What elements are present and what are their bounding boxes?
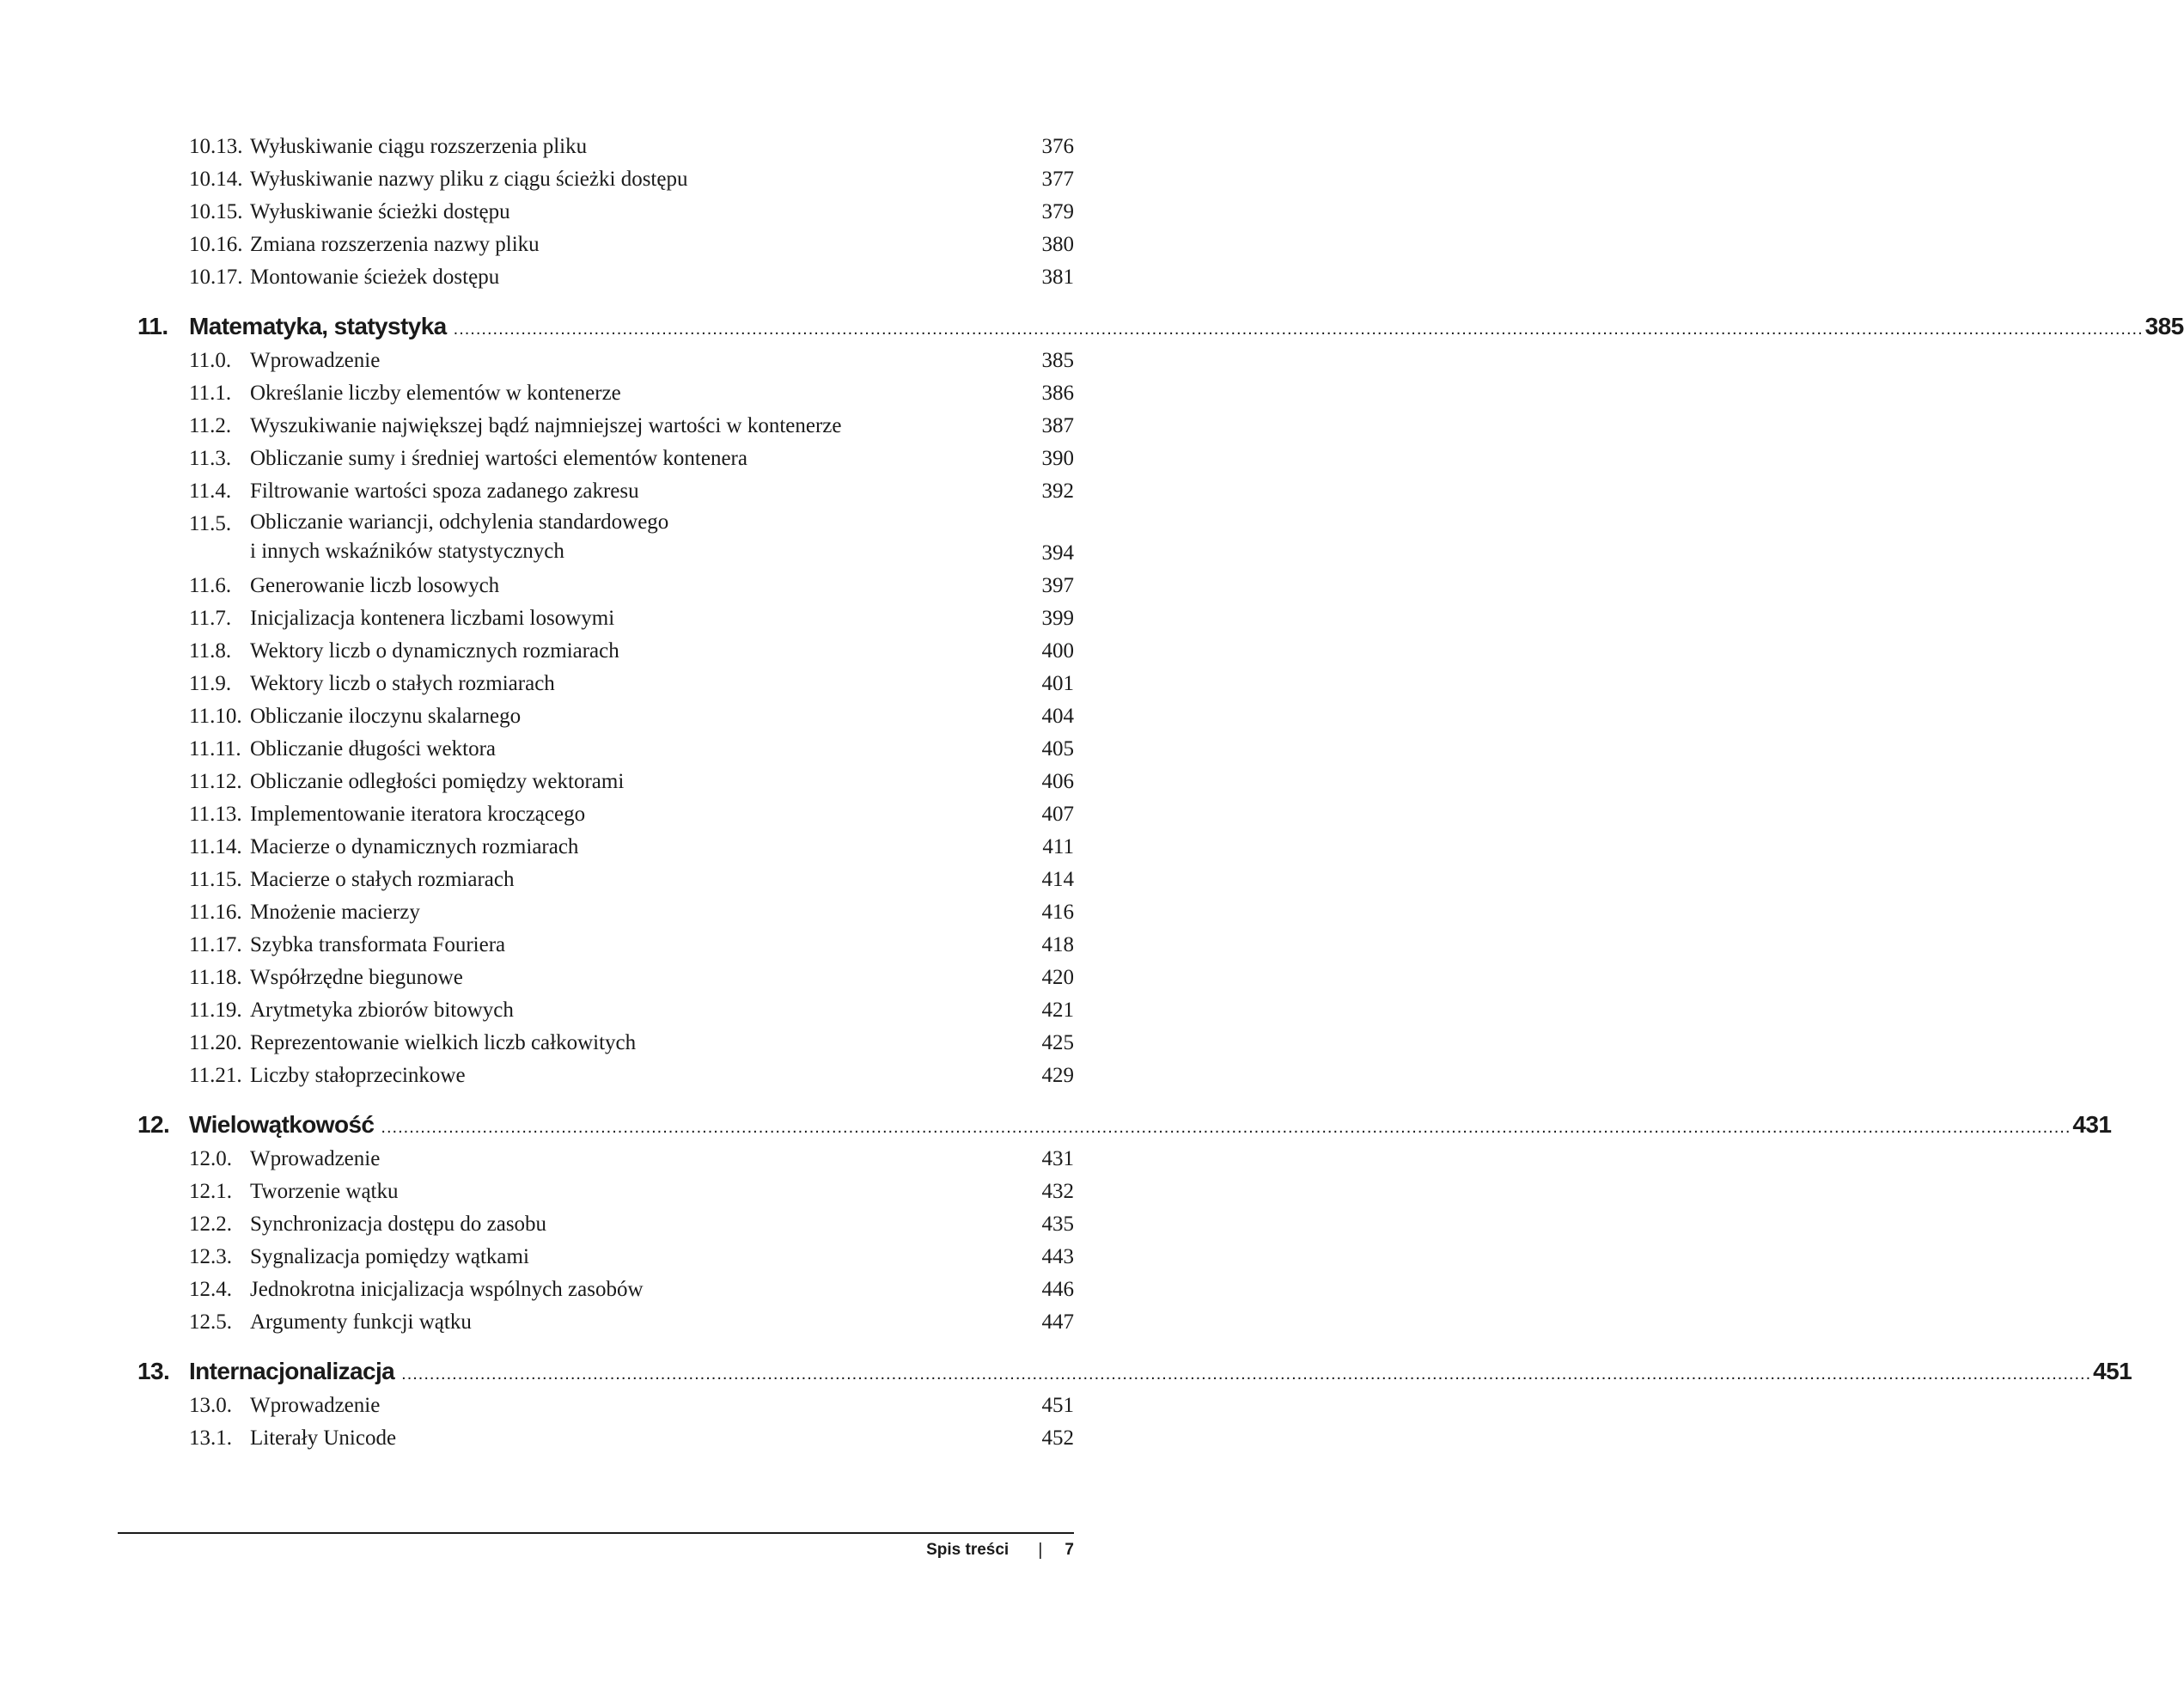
entry-number: 11.13. [189, 803, 242, 826]
entry-number: 11.7. [189, 607, 232, 630]
entry-title: Wyłuskiwanie nazwy pliku z ciągu ścieżki dostępu [250, 168, 688, 191]
entry-page: 385 [1041, 349, 1074, 372]
entry-number: 11.12. [189, 770, 242, 793]
entry-title: Sygnalizacja pomiędzy wątkami [250, 1245, 529, 1268]
entry-title: Wyłuskiwanie ciągu rozszerzenia pliku [250, 135, 588, 158]
entry-number: 11.20. [189, 1031, 242, 1054]
table-of-contents [137, 131, 2184, 1455]
entry-number: 11.11. [189, 737, 241, 760]
entry-title: Synchronizacja dostępu do zasobu [250, 1212, 547, 1236]
entry-title: Macierze o dynamicznych rozmiarach [250, 835, 579, 858]
page-footer [926, 1538, 1074, 1562]
toc-entry [137, 410, 1074, 443]
entry-page: 446 [1041, 1278, 1074, 1301]
chapter-number: 12. [137, 1111, 170, 1138]
toc-entry [137, 196, 1074, 229]
entry-number: 11.18. [189, 966, 242, 989]
entry-title: Wektory liczb o dynamicznych rozmiarach [250, 639, 619, 663]
entry-number: 11.16. [189, 901, 242, 924]
chapter-page: 451 [2093, 1358, 2132, 1384]
toc-entry [137, 1027, 1074, 1060]
entry-page: 392 [1041, 480, 1074, 503]
entry-title-line: Obliczanie wariancji, odchylenia standardowego [250, 510, 669, 534]
toc-entry [137, 962, 1074, 994]
toc-entry [137, 864, 1074, 896]
toc-entry [137, 733, 1074, 766]
entry-title [250, 508, 668, 566]
chapter-title: Matematyka, statystyka [189, 313, 447, 339]
chapter-page: 431 [2072, 1111, 2112, 1138]
entry-number: 11.2. [189, 414, 232, 437]
dot-leader: ............................................................................................................................................................................................................................................................................................................ [381, 1118, 2071, 1137]
entry-title: Implementowanie iteratora kroczącego [250, 803, 586, 826]
toc-entry [137, 570, 1074, 602]
toc-entry [137, 443, 1074, 475]
entry-number: 10.15. [189, 200, 243, 223]
entry-number: 11.3. [189, 447, 232, 470]
entry-number: 11.9. [189, 672, 232, 695]
entry-number: 11.14. [189, 835, 242, 858]
toc-entry [137, 635, 1074, 668]
toc-entry [137, 1176, 1074, 1208]
entry-number: 11.0. [189, 349, 232, 372]
entry-title: Literały Unicode [250, 1426, 397, 1450]
toc-entry [137, 1143, 1074, 1176]
toc-entry [137, 163, 1074, 196]
entry-title: Montowanie ścieżek dostępu [250, 266, 500, 289]
entry-page: 394 [1041, 541, 1074, 565]
entry-title: Arytmetyka zbiorów bitowych [250, 999, 514, 1022]
toc-entry [137, 345, 1074, 377]
entry-page: 401 [1041, 672, 1074, 695]
entry-page: 421 [1041, 999, 1074, 1022]
entry-page: 420 [1041, 966, 1074, 989]
entry-title: Obliczanie odległości pomiędzy wektorami [250, 770, 625, 793]
toc-entry [137, 261, 1074, 294]
entry-title: Zmiana rozszerzenia nazwy pliku [250, 233, 540, 256]
dot-leader: ............................................................................................................................................................................................................................................................................................................ [401, 1365, 2092, 1384]
entry-page: 416 [1041, 901, 1074, 924]
entry-number: 10.16. [189, 233, 243, 256]
toc-entry [137, 1241, 1074, 1274]
entry-title: Obliczanie długości wektora [250, 737, 497, 760]
toc-entry [137, 798, 1074, 831]
entry-number: 11.6. [189, 574, 232, 597]
entry-number: 12.5. [189, 1310, 232, 1334]
entry-number: 12.2. [189, 1212, 232, 1236]
entry-number: 12.0. [189, 1147, 232, 1170]
entry-title: Macierze o stałych rozmiarach [250, 868, 515, 891]
chapter-number: 11. [137, 313, 168, 339]
entry-number: 10.17. [189, 266, 243, 289]
chapter-page: 385 [2144, 313, 2184, 339]
chapter-title: Wielowątkowość [189, 1111, 375, 1138]
entry-page: 379 [1041, 200, 1074, 223]
entry-number: 13.0. [189, 1394, 232, 1417]
entry-title: Określanie liczby elementów w kontenerze [250, 382, 621, 405]
entry-number: 11.15. [189, 868, 242, 891]
toc-entry [137, 377, 1074, 410]
entry-page: 376 [1041, 135, 1074, 158]
entry-title: Filtrowanie wartości spoza zadanego zakresu [250, 480, 639, 503]
entry-page: 429 [1041, 1064, 1074, 1087]
toc-entry [137, 668, 1074, 700]
entry-title: Argumenty funkcji wątku [250, 1310, 472, 1334]
footer-label: Spis treści [926, 1541, 1010, 1559]
entry-title: Wprowadzenie [250, 1394, 381, 1417]
toc-entry [137, 508, 1074, 570]
footer-page-number: 7 [1065, 1541, 1074, 1559]
entry-number: 11.17. [189, 933, 242, 956]
entry-title: Reprezentowanie wielkich liczb całkowitych [250, 1031, 637, 1054]
entry-page: 425 [1041, 1031, 1074, 1054]
entry-page: 380 [1041, 233, 1074, 256]
entry-number: 12.1. [189, 1180, 232, 1203]
entry-title: Wprowadzenie [250, 349, 381, 372]
entry-number: 11.1. [189, 382, 232, 405]
toc-entry [137, 1390, 1074, 1422]
entry-title: Tworzenie wątku [250, 1180, 399, 1203]
entry-number: 11.21. [189, 1064, 242, 1087]
toc-entry [137, 1306, 1074, 1339]
entry-title: Obliczanie sumy i średniej wartości elementów kontenera [250, 447, 747, 470]
toc-chapter [137, 308, 2184, 345]
entry-title-line: i innych wskaźników statystycznych [250, 540, 564, 563]
toc-entry [137, 831, 1074, 864]
entry-number: 11.4. [189, 480, 232, 503]
toc-entry [137, 602, 1074, 635]
entry-title: Generowanie liczb losowych [250, 574, 500, 597]
entry-title: Wyłuskiwanie ścieżki dostępu [250, 200, 510, 223]
entry-page: 406 [1041, 770, 1074, 793]
entry-page: 431 [1041, 1147, 1074, 1170]
entry-number: 11.5. [189, 512, 232, 535]
entry-page: 387 [1041, 414, 1074, 437]
entry-page: 451 [1041, 1394, 1074, 1417]
dot-leader: ............................................................................................................................................................................................................................................................................................................ [453, 320, 2144, 339]
toc-entry [137, 1274, 1074, 1306]
entry-page: 381 [1041, 266, 1074, 289]
entry-page: 397 [1041, 574, 1074, 597]
footer-separator: | [1038, 1541, 1043, 1560]
entry-number: 10.13. [189, 135, 243, 158]
entry-page: 435 [1041, 1212, 1074, 1236]
toc-entry [137, 896, 1074, 929]
entry-page: 390 [1041, 447, 1074, 470]
entry-title: Mnożenie macierzy [250, 901, 420, 924]
entry-title: Współrzędne biegunowe [250, 966, 463, 989]
entry-page: 432 [1041, 1180, 1074, 1203]
footer-rule [118, 1532, 1074, 1534]
toc-entry [137, 700, 1074, 733]
toc-entry [137, 1208, 1074, 1241]
entry-title: Jednokrotna inicjalizacja wspólnych zasobów [250, 1278, 644, 1301]
entry-title: Wprowadzenie [250, 1147, 381, 1170]
entry-number: 11.8. [189, 639, 232, 663]
entry-page: 414 [1041, 868, 1074, 891]
entry-page: 399 [1041, 607, 1074, 630]
entry-page: 407 [1041, 803, 1074, 826]
entry-page: 404 [1041, 705, 1074, 728]
entry-page: 411 [1042, 835, 1074, 858]
entry-page: 447 [1041, 1310, 1074, 1334]
entry-page: 418 [1041, 933, 1074, 956]
entry-page: 452 [1041, 1426, 1074, 1450]
toc-entry [137, 131, 1074, 163]
entry-page: 405 [1041, 737, 1074, 760]
toc-entry [137, 1060, 1074, 1092]
entry-number: 13.1. [189, 1426, 232, 1450]
entry-page: 377 [1041, 168, 1074, 191]
toc-entry [137, 229, 1074, 261]
entry-title: Wektory liczb o stałych rozmiarach [250, 672, 555, 695]
toc-entry [137, 766, 1074, 798]
toc-chapter [137, 1353, 2132, 1390]
toc-entry [137, 929, 1074, 962]
toc-entry [137, 994, 1074, 1027]
chapter-title: Internacjonalizacja [189, 1358, 395, 1384]
entry-title: Obliczanie iloczynu skalarnego [250, 705, 522, 728]
entry-page: 400 [1041, 639, 1074, 663]
entry-number: 11.10. [189, 705, 242, 728]
entry-page: 386 [1041, 382, 1074, 405]
entry-title: Szybka transformata Fouriera [250, 933, 506, 956]
entry-title: Inicjalizacja kontenera liczbami losowymi [250, 607, 615, 630]
toc-entry [137, 1422, 1074, 1455]
chapter-number: 13. [137, 1358, 170, 1384]
entry-page: 443 [1041, 1245, 1074, 1268]
toc-entry [137, 475, 1074, 508]
toc-chapter [137, 1107, 2112, 1143]
entry-title: Wyszukiwanie największej bądź najmniejszej wartości w kontenerze [250, 414, 842, 437]
entry-number: 12.3. [189, 1245, 232, 1268]
entry-number: 12.4. [189, 1278, 232, 1301]
entry-number: 11.19. [189, 999, 242, 1022]
entry-number: 10.14. [189, 168, 243, 191]
entry-title: Liczby stałoprzecinkowe [250, 1064, 466, 1087]
